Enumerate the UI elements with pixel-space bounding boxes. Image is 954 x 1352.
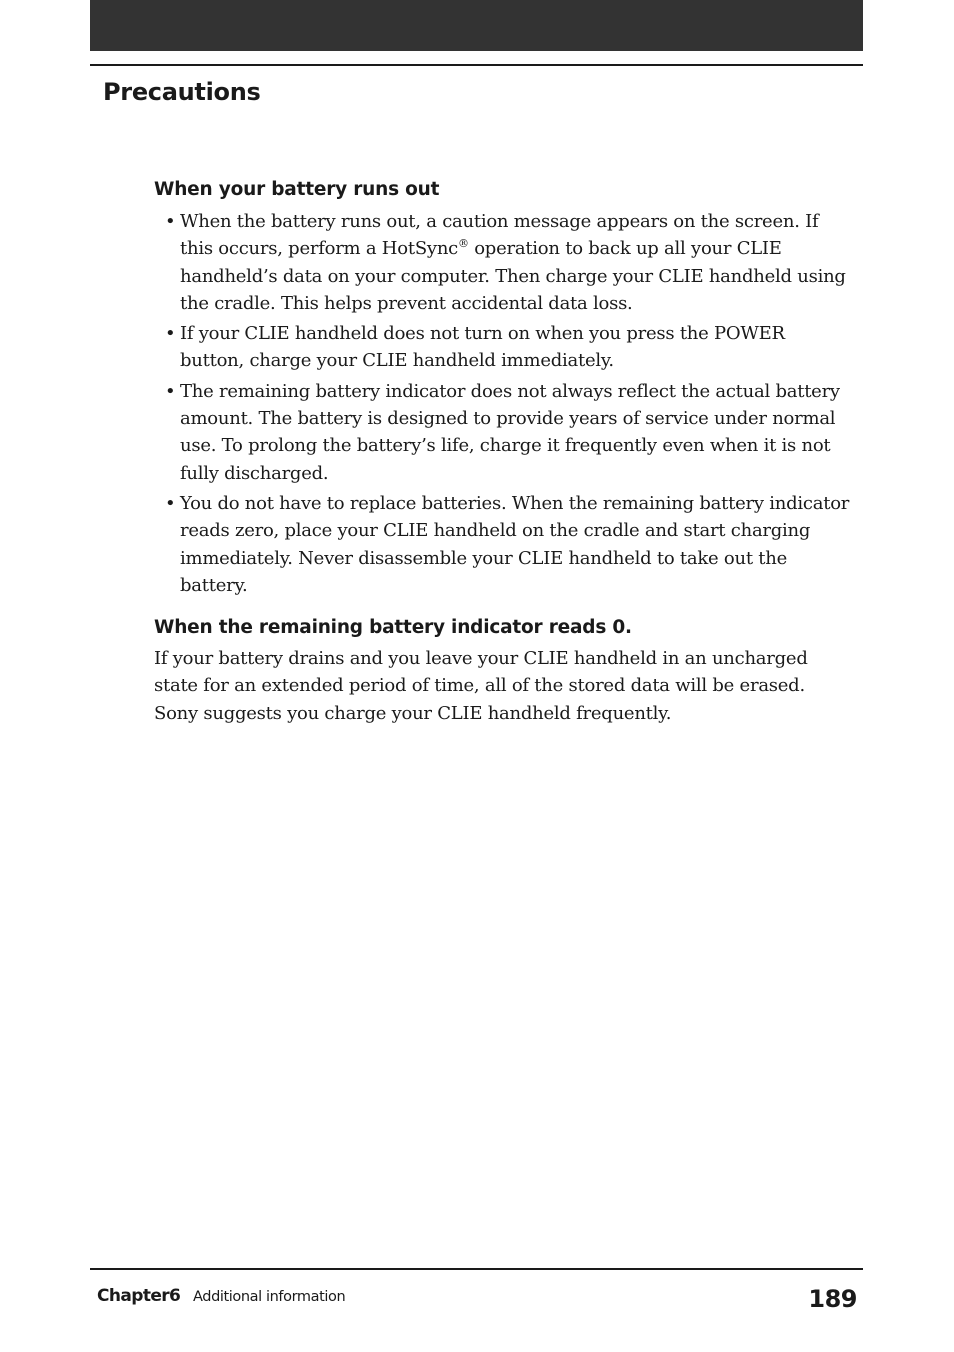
bullet-icon: • — [165, 211, 176, 232]
indicator-reads-zero-paragraph: If your battery drains and you leave your CLIE handheld in an uncharged state for an extended period of time, all of the stored data will be erased. Sony suggests you charge your CLIE handheld frequently. — [154, 648, 808, 724]
subheading-indicator-reads-zero: When the remaining battery indicator reads 0. — [154, 617, 632, 639]
bullet-text-pre: When the battery runs out, a caution message appears on the screen. If this occurs, perform a HotSync — [180, 211, 819, 260]
bullet-text: If your CLIE handheld does not turn on when you press the POWER button, charge your CLIE handheld immediately. — [180, 323, 785, 372]
page-title: Precautions — [103, 78, 261, 106]
bullet-icon: • — [165, 492, 176, 514]
footer-chapter: Chapter6 — [97, 1286, 181, 1306]
bullet-icon: • — [165, 323, 176, 345]
battery-runs-out-list — [154, 208, 854, 599]
main-content — [154, 176, 854, 727]
bullet-icon: • — [165, 380, 176, 402]
registered-mark: ® — [458, 237, 469, 251]
footer-chapter-title: Additional information — [193, 1289, 346, 1305]
header-rule — [90, 64, 863, 66]
list-item — [154, 208, 854, 317]
list-item — [154, 320, 854, 375]
header-bar — [90, 0, 863, 51]
list-item — [154, 490, 854, 599]
bullet-text: The remaining battery indicator does not always reflect the actual battery amount. The battery is designed to provide years of service under normal use. To prolong the battery’s life, charge it frequently even when it is not fully discharged. — [180, 380, 840, 484]
bullet-text: You do not have to replace batteries. When the remaining battery indicator reads zero, place your CLIE handheld on the cradle and start charging immediately. Never disassemble your CLIE handheld to take out the battery. — [180, 492, 850, 596]
list-item — [154, 378, 854, 487]
bullet-text-post: operation to back up all your CLIE handheld’s data on your computer. Then charge your CLIE handheld using the cradle. This helps prevent accidental data loss. — [180, 238, 846, 314]
footer-rule — [90, 1268, 863, 1270]
subheading-battery-runs-out: When your battery runs out — [154, 179, 440, 200]
page-number: 189 — [808, 1285, 857, 1313]
